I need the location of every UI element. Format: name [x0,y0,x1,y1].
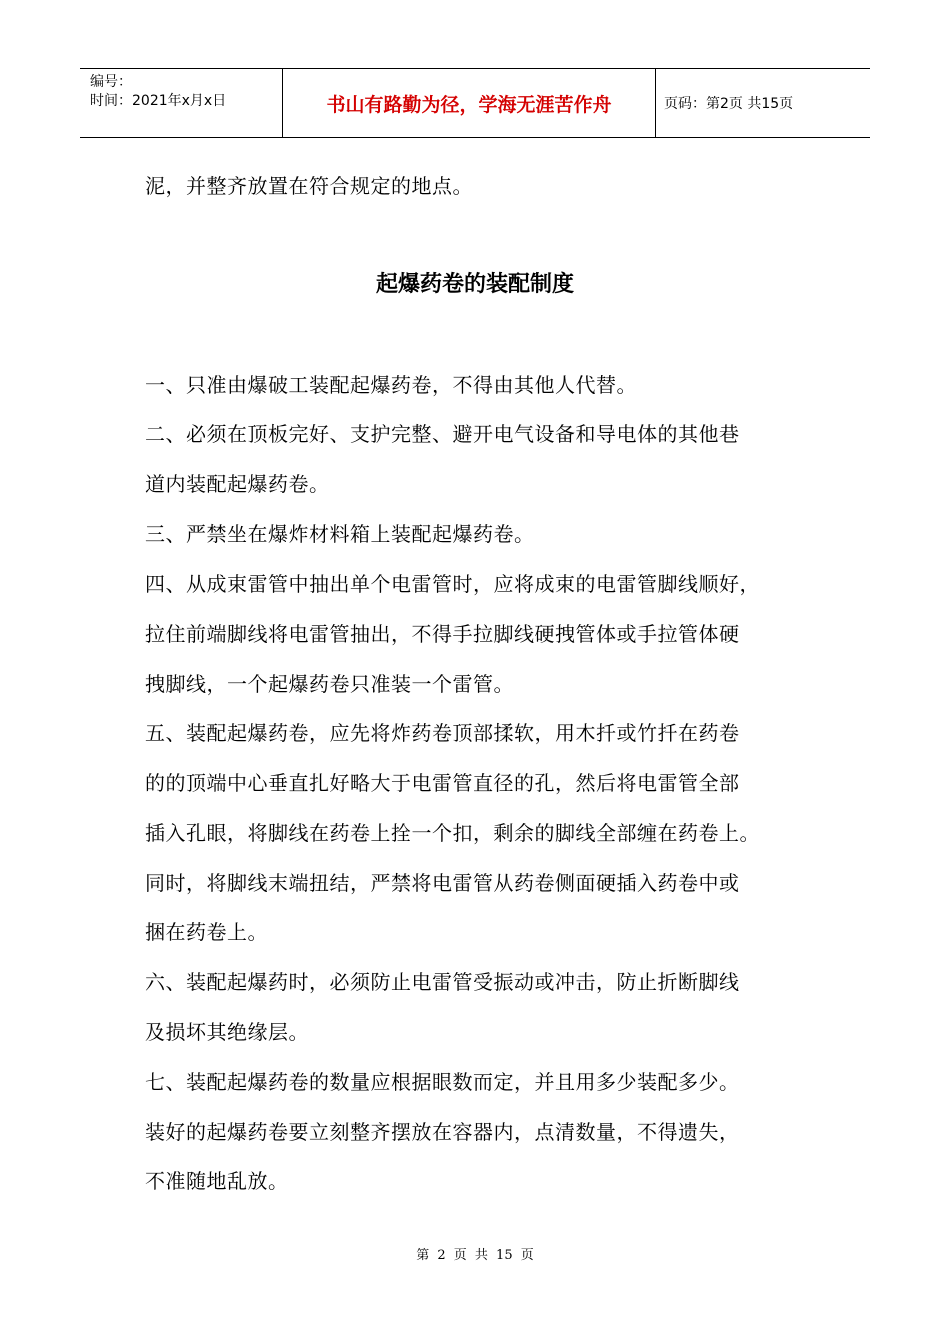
body-line: 同时，将脚线末端扭结，严禁将电雷管从药卷侧面硬插入药卷中或 [145,871,740,895]
body-line: 一、只准由爆破工装配起爆药卷，不得由其他人代替。 [145,373,637,397]
body-line: 的的顶端中心垂直扎好略大于电雷管直径的孔，然后将电雷管全部 [145,771,740,795]
header-meta-cell [80,69,282,137]
body-line: 拉住前端脚线将电雷管抽出，不得手拉脚线硬拽管体或手拉管体硬 [145,622,740,646]
body-line: 及损坏其绝缘层。 [145,1020,309,1044]
header-page-cell [655,69,870,137]
body-line: 四、从成束雷管中抽出单个电雷管时，应将成束的电雷管脚线顺好， [145,572,760,596]
body-line: 二、必须在顶板完好、支护完整、避开电气设备和导电体的其他巷 [145,422,740,446]
header-motto-cell [282,69,656,137]
body-line: 六、装配起爆药时，必须防止电雷管受振动或冲击，防止折断脚线 [145,970,740,994]
body-line: 拽脚线，一个起爆药卷只准装一个雷管。 [145,672,514,696]
number-label: 编号： [90,74,132,90]
time-label: 时间：2021年x月x日 [90,93,227,109]
page-footer: 第 2 页 共 15 页 [416,1248,534,1263]
body-line: 道内装配起爆药卷。 [145,472,330,496]
body-line: 不准随地乱放。 [145,1169,289,1193]
body-line: 三、严禁坐在爆炸材料箱上装配起爆药卷。 [145,522,535,546]
body-line: 捆在药卷上。 [145,920,268,944]
section-title: 起爆药卷的装配制度 [375,272,574,297]
page-number-label: 页码：第2页 共15页 [664,96,794,112]
body-line: 装好的起爆药卷要立刻整齐摆放在容器内，点清数量，不得遗失， [145,1120,740,1144]
continuation-text: 泥，并整齐放置在符合规定的地点。 [145,174,473,198]
body-line: 七、装配起爆药卷的数量应根据眼数而定，并且用多少装配多少。 [145,1070,740,1094]
page-header [80,68,870,138]
body-line: 插入孔眼，将脚线在药卷上拴一个扣，剩余的脚线全部缠在药卷上。 [145,821,760,845]
body-line: 五、装配起爆药卷，应先将炸药卷顶部揉软，用木扦或竹扦在药卷 [145,721,740,745]
motto-text: 书山有路勤为径，学海无涯苦作舟 [326,94,612,116]
